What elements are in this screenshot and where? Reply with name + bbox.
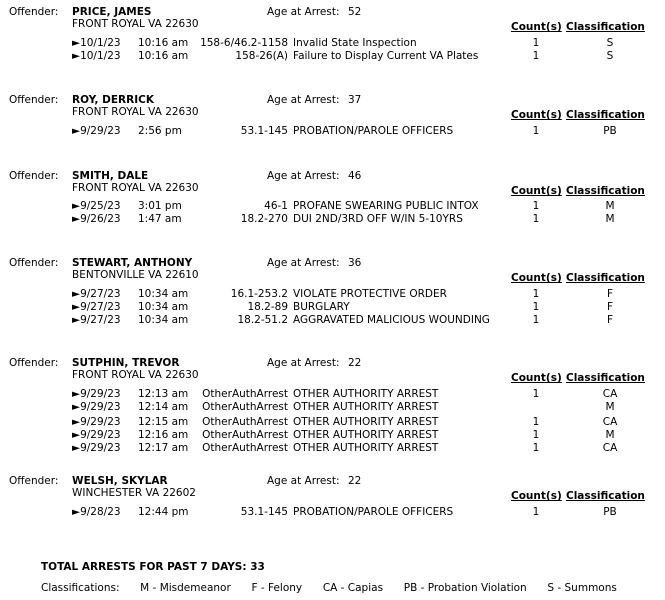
charge-count: 1 bbox=[532, 125, 540, 137]
charge-classification: M bbox=[605, 429, 615, 441]
offender-address: FRONT ROYAL VA 22630 bbox=[72, 182, 199, 194]
offender-address: WINCHESTER VA 22602 bbox=[72, 487, 196, 499]
charge-time: 12:14 am bbox=[138, 401, 189, 413]
classification-header: Classification bbox=[566, 21, 645, 33]
offender-age: 46 bbox=[348, 170, 362, 182]
age-label: Age at Arrest: bbox=[267, 475, 340, 487]
charge-count: 1 bbox=[532, 213, 540, 225]
charge-time: 12:17 am bbox=[138, 442, 189, 454]
charge-date: ►9/29/23 bbox=[72, 401, 121, 413]
charge-date: ►9/28/23 bbox=[72, 506, 121, 518]
charge-description: OTHER AUTHORITY ARREST bbox=[293, 388, 439, 400]
offender-label: Offender: bbox=[9, 257, 59, 269]
charge-description: PROFANE SWEARING PUBLIC INTOX bbox=[293, 200, 479, 212]
charge-count: 1 bbox=[532, 37, 540, 49]
charge-code: 18.2-89 bbox=[247, 301, 288, 313]
charge-description: BURGLARY bbox=[293, 301, 350, 313]
charge-code: 18.2-270 bbox=[240, 213, 288, 225]
charge-time: 3:01 pm bbox=[138, 200, 182, 212]
classification-header: Classification bbox=[566, 490, 645, 502]
offender-name: ROY, DERRICK bbox=[72, 94, 154, 106]
total-arrests-value: 33 bbox=[250, 561, 265, 573]
offender-name: SUTPHIN, TREVOR bbox=[72, 357, 180, 369]
charge-classification: CA bbox=[602, 388, 618, 400]
charge-count: 1 bbox=[532, 429, 540, 441]
charge-code: OtherAuthArrest bbox=[202, 429, 288, 441]
legend-label: Classifications: bbox=[41, 582, 120, 594]
charge-time: 10:34 am bbox=[138, 288, 189, 300]
classification-header: Classification bbox=[566, 272, 645, 284]
charge-classification: PB bbox=[603, 506, 617, 518]
charge-classification: S bbox=[606, 37, 614, 49]
counts-header: Count(s) bbox=[511, 272, 562, 284]
charge-classification: CA bbox=[602, 442, 618, 454]
charge-count: 1 bbox=[532, 388, 540, 400]
counts-header: Count(s) bbox=[511, 490, 562, 502]
charge-code: 46-1 bbox=[264, 200, 288, 212]
charge-classification: PB bbox=[603, 125, 617, 137]
offender-name: PRICE, JAMES bbox=[72, 6, 152, 18]
total-arrests-label: TOTAL ARRESTS FOR PAST 7 DAYS: bbox=[41, 561, 247, 573]
charge-time: 10:16 am bbox=[138, 50, 189, 62]
charge-time: 10:16 am bbox=[138, 37, 189, 49]
charge-count: 1 bbox=[532, 416, 540, 428]
charge-code: 53.1-145 bbox=[240, 125, 288, 137]
charge-code: 18.2-51.2 bbox=[237, 314, 288, 326]
age-label: Age at Arrest: bbox=[267, 94, 340, 106]
charge-date: ►9/26/23 bbox=[72, 213, 121, 225]
charge-code: OtherAuthArrest bbox=[202, 416, 288, 428]
charge-date: ►9/29/23 bbox=[72, 388, 121, 400]
classification-header: Classification bbox=[566, 109, 645, 121]
legend-item-misdemeanor: M - Misdemeanor bbox=[140, 582, 231, 594]
total-arrests bbox=[41, 561, 265, 574]
offender-address: FRONT ROYAL VA 22630 bbox=[72, 369, 199, 381]
charge-code: 158-6/46.2-1158 bbox=[200, 37, 288, 49]
offender-age: 52 bbox=[348, 6, 362, 18]
charge-description: PROBATION/PAROLE OFFICERS bbox=[293, 125, 454, 137]
offender-name: WELSH, SKYLAR bbox=[72, 475, 168, 487]
offender-age: 37 bbox=[348, 94, 362, 106]
classification-header: Classification bbox=[566, 185, 645, 197]
offender-name: SMITH, DALE bbox=[72, 170, 149, 182]
age-label: Age at Arrest: bbox=[267, 257, 340, 269]
counts-header: Count(s) bbox=[511, 185, 562, 197]
charge-time: 12:44 pm bbox=[138, 506, 189, 518]
counts-header: Count(s) bbox=[511, 109, 562, 121]
charge-description: Invalid State Inspection bbox=[293, 37, 417, 49]
age-label: Age at Arrest: bbox=[267, 170, 340, 182]
offender-age: 36 bbox=[348, 257, 362, 269]
offender-label: Offender: bbox=[9, 6, 59, 18]
charge-description: Failure to Display Current VA Plates bbox=[293, 50, 479, 62]
counts-header: Count(s) bbox=[511, 21, 562, 33]
charge-classification: S bbox=[606, 50, 614, 62]
charge-date: ►10/1/23 bbox=[72, 37, 121, 49]
charge-date: ►9/29/23 bbox=[72, 416, 121, 428]
charge-date: ►10/1/23 bbox=[72, 50, 121, 62]
charge-count: 1 bbox=[532, 50, 540, 62]
classification-legend bbox=[41, 582, 617, 595]
charge-description: OTHER AUTHORITY ARREST bbox=[293, 416, 439, 428]
charge-classification: M bbox=[605, 401, 615, 413]
charge-classification: M bbox=[605, 200, 615, 212]
charge-count: 1 bbox=[532, 506, 540, 518]
offender-name: STEWART, ANTHONY bbox=[72, 257, 193, 269]
charge-date: ►9/29/23 bbox=[72, 125, 121, 137]
charge-code: OtherAuthArrest bbox=[202, 388, 288, 400]
offender-label: Offender: bbox=[9, 357, 59, 369]
charge-time: 12:15 am bbox=[138, 416, 189, 428]
offender-age: 22 bbox=[348, 475, 362, 487]
charge-description: AGGRAVATED MALICIOUS WOUNDING bbox=[293, 314, 490, 326]
age-label: Age at Arrest: bbox=[267, 357, 340, 369]
charge-date: ►9/27/23 bbox=[72, 288, 121, 300]
charge-description: OTHER AUTHORITY ARREST bbox=[293, 401, 439, 413]
charge-description: PROBATION/PAROLE OFFICERS bbox=[293, 506, 454, 518]
charge-time: 12:13 am bbox=[138, 388, 189, 400]
charge-time: 12:16 am bbox=[138, 429, 189, 441]
offender-address: FRONT ROYAL VA 22630 bbox=[72, 106, 199, 118]
charge-code: OtherAuthArrest bbox=[202, 401, 288, 413]
classification-header: Classification bbox=[566, 372, 645, 384]
charge-classification: CA bbox=[602, 416, 618, 428]
counts-header: Count(s) bbox=[511, 372, 562, 384]
charge-date: ►9/27/23 bbox=[72, 301, 121, 313]
charge-description: OTHER AUTHORITY ARREST bbox=[293, 429, 439, 441]
offender-label: Offender: bbox=[9, 475, 59, 487]
charge-description: VIOLATE PROTECTIVE ORDER bbox=[293, 288, 447, 300]
charge-time: 2:56 pm bbox=[138, 125, 182, 137]
charge-date: ►9/27/23 bbox=[72, 314, 121, 326]
charge-count: 1 bbox=[532, 314, 540, 326]
legend-item-summons: S - Summons bbox=[547, 582, 617, 594]
charge-time: 1:47 am bbox=[138, 213, 182, 225]
charge-classification: F bbox=[606, 314, 614, 326]
charge-date: ►9/29/23 bbox=[72, 442, 121, 454]
charge-classification: M bbox=[605, 213, 615, 225]
charge-code: 158-26(A) bbox=[235, 50, 288, 62]
charge-count: 1 bbox=[532, 200, 540, 212]
charge-description: DUI 2ND/3RD OFF W/IN 5-10YRS bbox=[293, 213, 463, 225]
charge-description: OTHER AUTHORITY ARREST bbox=[293, 442, 439, 454]
charge-date: ►9/29/23 bbox=[72, 429, 121, 441]
charge-count: 1 bbox=[532, 301, 540, 313]
legend-item-probation-violation: PB - Probation Violation bbox=[403, 582, 527, 594]
charge-date: ►9/25/23 bbox=[72, 200, 121, 212]
charge-time: 10:34 am bbox=[138, 301, 189, 313]
offender-label: Offender: bbox=[9, 94, 59, 106]
offender-address: BENTONVILLE VA 22610 bbox=[72, 269, 199, 281]
charge-classification: F bbox=[606, 288, 614, 300]
charge-count: 1 bbox=[532, 288, 540, 300]
charge-code: 16.1-253.2 bbox=[230, 288, 288, 300]
legend-item-felony: F - Felony bbox=[251, 582, 303, 594]
offender-label: Offender: bbox=[9, 170, 59, 182]
offender-age: 22 bbox=[348, 357, 362, 369]
charge-time: 10:34 am bbox=[138, 314, 189, 326]
charge-code: 53.1-145 bbox=[240, 506, 288, 518]
charge-code: OtherAuthArrest bbox=[202, 442, 288, 454]
age-label: Age at Arrest: bbox=[267, 6, 340, 18]
charge-count: 1 bbox=[532, 442, 540, 454]
offender-address: FRONT ROYAL VA 22630 bbox=[72, 18, 199, 30]
legend-item-capias: CA - Capias bbox=[322, 582, 384, 594]
charge-classification: F bbox=[606, 301, 614, 313]
